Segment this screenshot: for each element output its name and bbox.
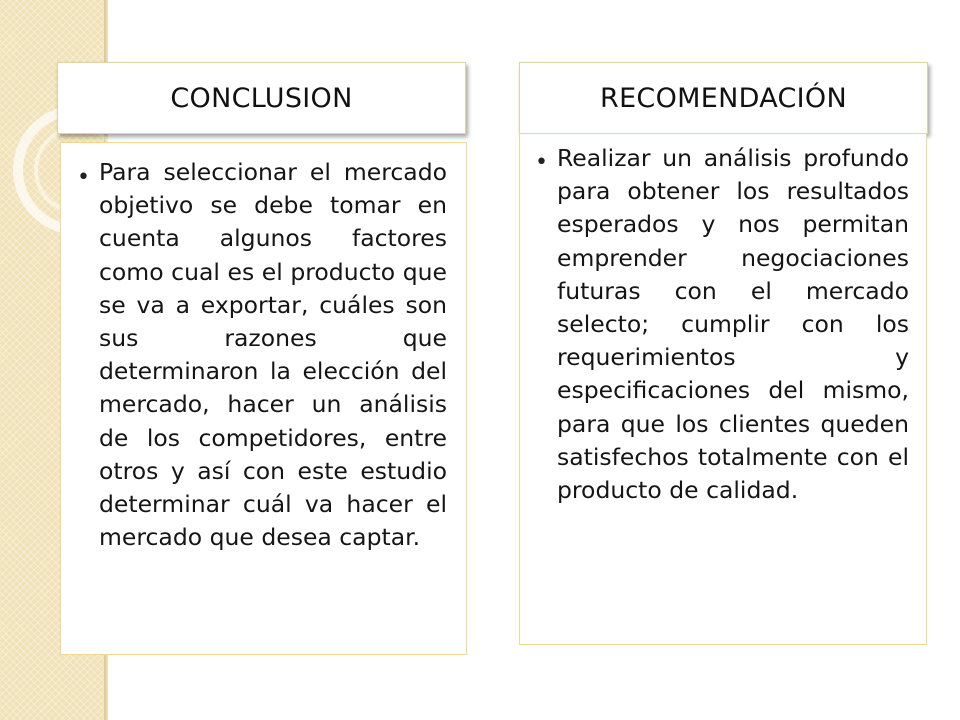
conclusion-header <box>57 62 466 134</box>
recommendation-header <box>519 62 928 134</box>
conclusion-text: Para seleccionar el mercado objetivo se debe tomar en cuenta algunos factores como cual es el producto que se va a exportar, cuáles son sus razones que determinaron la elección del mercado, hacer un análisis de los competidores, entre otros y así con este estudio determinar cuál va hacer el mercado que desea captar. <box>99 158 447 552</box>
recommendation-header-label: RECOMENDACIÓN <box>600 82 847 114</box>
recommendation-text: Realizar un análisis profundo para obtener los resultados esperados y nos permitan emprender negociaciones futuras con el mercado selecto; cumplir con los requerimientos y especificaciones del mismo, para que los clientes queden satisfechos totalmente con el producto de calidad. <box>557 144 909 505</box>
bullet-icon: • <box>77 165 90 190</box>
conclusion-content-box <box>60 142 467 655</box>
bullet-icon: • <box>535 150 548 175</box>
recommendation-content-box <box>519 133 927 645</box>
conclusion-header-label: CONCLUSION <box>170 82 353 114</box>
